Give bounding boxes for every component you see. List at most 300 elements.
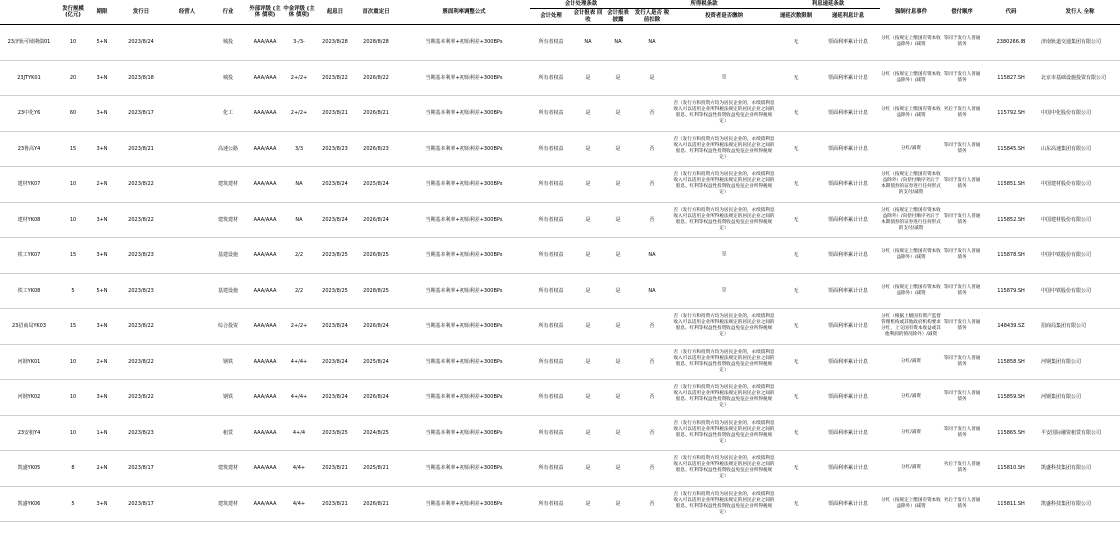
tax-investor-cell: 否（发行方和投资方均为居民企业的，永续债利息收入可以适用企业所得税法规定的居民企业之间的股息、红利等权益性投资收益免征企业所得税规定）: [672, 380, 776, 416]
accounting-consolidation-cell: 是: [572, 60, 604, 96]
repayment-order-cell: 等同于发行人普通债务: [942, 344, 982, 380]
accounting-treatment-cell: 所有者权益: [530, 60, 572, 96]
deferral-cumulative-cell: 无: [776, 309, 816, 345]
first-reset-date-cell: 2028/8/25: [354, 273, 398, 309]
deferral-cumulative-cell: 无: [776, 344, 816, 380]
repayment-order-cell: 等同于发行人普通债务: [942, 380, 982, 416]
header-reset-formula: 票面利率调整公式: [398, 0, 530, 25]
tax-issuer-deduct-cell: 否: [632, 415, 672, 451]
header-code: 代码: [982, 0, 1040, 25]
header-underwriter: 经营人: [166, 0, 208, 25]
deferral-cumulative-cell: 无: [776, 273, 816, 309]
accounting-interest-cell: 是: [604, 415, 632, 451]
ext-rating-cell: AAA/AAA: [248, 131, 282, 167]
accounting-treatment-cell: 所有者权益: [530, 131, 572, 167]
tax-issuer-deduct-cell: 否: [632, 451, 672, 487]
issue-size-cell: 5: [58, 486, 88, 522]
reset-formula-cell: 当期基本利率+初始利差+300BPs: [398, 451, 530, 487]
issue-size-cell: 10: [58, 25, 88, 61]
deferral-interest-cell: 票面利率累计计息: [816, 380, 880, 416]
repayment-order-cell: 等同于发行人普通债务: [942, 273, 982, 309]
issuer-full-name-cell: 中国中铁股份有限公司: [1040, 273, 1120, 309]
first-reset-date-cell: 2028/8/28: [354, 25, 398, 61]
mandatory-event-cell: 分红（按规定上缴国有资本收益除外）/向偿付顺序劣后于本期债券的证券进行任何形式的支付/减资: [880, 202, 942, 238]
deferral-interest-cell: 票面利率累计计息: [816, 167, 880, 203]
issue-date-cell: 2023/8/24: [116, 25, 166, 61]
tax-investor-cell: 否（发行方和投资方均为居民企业的，永续债利息收入可以适用企业所得税法规定的居民企业之间的股息、红利等权益性投资收益免征企业所得税规定）: [672, 486, 776, 522]
accounting-interest-cell: 是: [604, 451, 632, 487]
industry-cell: 城投: [208, 25, 248, 61]
header-ext-rating: 外部评级 (主体 债项): [248, 0, 282, 25]
accounting-consolidation-cell: 是: [572, 380, 604, 416]
reset-formula-cell: 当期基本利率+初始利差+300BPs: [398, 60, 530, 96]
table-row: [0, 380, 1120, 416]
header-deferral-interest: 递延利息计息: [816, 9, 880, 25]
header-repayment-order: 偿付顺序: [942, 0, 982, 25]
term-cell: 3+N: [88, 486, 116, 522]
repayment-order-cell: 等同于发行人普通债务: [942, 25, 982, 61]
underwriter-cell: [166, 309, 208, 345]
repayment-order-cell: 等同于发行人普通债务: [942, 60, 982, 96]
issuer-full-name-cell: 凯盛科技集团有限公司: [1040, 451, 1120, 487]
ext-rating-cell: AAA/AAA: [248, 25, 282, 61]
first-reset-date-cell: 2026/8/22: [354, 60, 398, 96]
issue-size-cell: 8: [58, 451, 88, 487]
underwriter-cell: [166, 167, 208, 203]
start-date-cell: 2023/8/24: [316, 380, 354, 416]
tax-issuer-deduct-cell: 否: [632, 167, 672, 203]
reset-formula-cell: 当期基本利率+初始利差+300BPs: [398, 202, 530, 238]
zhongjin-rating-cell: 4/4+: [282, 486, 316, 522]
table-row: [0, 167, 1120, 203]
start-date-cell: 2023/8/28: [316, 25, 354, 61]
mandatory-event-cell: 分红/减资: [880, 451, 942, 487]
first-reset-date-cell: 2026/8/21: [354, 486, 398, 522]
accounting-treatment-cell: 所有者权益: [530, 273, 572, 309]
bond-name-cell: 23鲁高Y4: [0, 131, 58, 167]
start-date-cell: 2023/8/21: [316, 486, 354, 522]
term-cell: 3+N: [88, 96, 116, 132]
deferral-cumulative-cell: 无: [776, 60, 816, 96]
issue-date-cell: 2023/8/22: [116, 380, 166, 416]
industry-cell: 城投: [208, 60, 248, 96]
bond-name-cell: 建材YK07: [0, 167, 58, 203]
header-accounting-interest: 会计报表 披露: [604, 9, 632, 25]
underwriter-cell: [166, 131, 208, 167]
accounting-interest-cell: 是: [604, 202, 632, 238]
tax-issuer-deduct-cell: 否: [632, 380, 672, 416]
issuer-full-name-cell: 中国中化股份有限公司: [1040, 96, 1120, 132]
accounting-interest-cell: 是: [604, 238, 632, 274]
table-row: [0, 309, 1120, 345]
code-cell: 115811.SH: [982, 486, 1040, 522]
tax-investor-cell: 否（发行方和投资方均为居民企业的，永续债利息收入可以适用企业所得税法规定的居民企业之间的股息、红利等权益性投资收益免征企业所得税规定）: [672, 167, 776, 203]
table-row: [0, 344, 1120, 380]
accounting-treatment-cell: 所有者权益: [530, 25, 572, 61]
reset-formula-cell: 当期基本利率+初始利差+300BPs: [398, 273, 530, 309]
repayment-order-cell: 等同于发行人普通债务: [942, 167, 982, 203]
start-date-cell: 2023/8/21: [316, 451, 354, 487]
deferral-cumulative-cell: 无: [776, 25, 816, 61]
reset-formula-cell: 当期基本利率+初始利差+300BPs: [398, 380, 530, 416]
reset-formula-cell: 当期基本利率+初始利差+300BPs: [398, 96, 530, 132]
tax-issuer-deduct-cell: 是: [632, 60, 672, 96]
header-tax-issuer-deduct: 发行人是否 税前扣除: [632, 9, 672, 25]
issue-size-cell: 5: [58, 273, 88, 309]
mandatory-event-cell: 分红（按规定上缴国有资本收益除外）/减资: [880, 96, 942, 132]
header-issue-size: 发行规模 (亿元): [58, 0, 88, 25]
deferral-cumulative-cell: 无: [776, 451, 816, 487]
header-zhongjin-rating: 中金评级 (主体 债项): [282, 0, 316, 25]
industry-cell: 化工: [208, 96, 248, 132]
start-date-cell: 2023/8/24: [316, 309, 354, 345]
reset-formula-cell: 当期基本利率+初始利差+300BPs: [398, 309, 530, 345]
mandatory-event-cell: 分红/减资: [880, 131, 942, 167]
issue-date-cell: 2023/8/22: [116, 167, 166, 203]
bond-name-cell: 凯盛YK05: [0, 451, 58, 487]
ext-rating-cell: AAA/AAA: [248, 451, 282, 487]
issue-date-cell: 2023/8/22: [116, 202, 166, 238]
ext-rating-cell: AAA/AAA: [248, 380, 282, 416]
ext-rating-cell: AAA/AAA: [248, 202, 282, 238]
bond-name-cell: 23招商局YK03: [0, 309, 58, 345]
industry-cell: 建筑建材: [208, 167, 248, 203]
industry-cell: 高速公路: [208, 131, 248, 167]
first-reset-date-cell: 2025/8/24: [354, 167, 398, 203]
start-date-cell: 2023/8/22: [316, 60, 354, 96]
first-reset-date-cell: 2026/8/24: [354, 202, 398, 238]
accounting-consolidation-cell: 是: [572, 273, 604, 309]
deferral-interest-cell: 票面利率累计计息: [816, 131, 880, 167]
issuer-full-name-cell: 招商局集团有限公司: [1040, 309, 1120, 345]
tax-investor-cell: 否（发行方和投资方均为居民企业的，永续债利息收入可以适用企业所得税法规定的居民企业之间的股息、红利等权益性投资收益免征企业所得税规定）: [672, 309, 776, 345]
accounting-interest-cell: 是: [604, 131, 632, 167]
deferral-cumulative-cell: 无: [776, 131, 816, 167]
accounting-interest-cell: 是: [604, 167, 632, 203]
start-date-cell: 2023/8/24: [316, 167, 354, 203]
bond-name-cell: 铁工YK08: [0, 273, 58, 309]
industry-cell: 综合投资: [208, 309, 248, 345]
deferral-interest-cell: 票面利率累计计息: [816, 415, 880, 451]
accounting-consolidation-cell: 是: [572, 96, 604, 132]
repayment-order-cell: 劣后于发行人普通债务: [942, 451, 982, 487]
reset-formula-cell: 当期基本利率+初始利差+300BPs: [398, 131, 530, 167]
deferral-interest-cell: 票面利率累计计息: [816, 25, 880, 61]
first-reset-date-cell: 2026/8/24: [354, 309, 398, 345]
mandatory-event-cell: 分红（按规定上缴国有资本收益除外）/向偿付顺序劣后于本期债券的证券进行任何形式的支付/减资: [880, 167, 942, 203]
issue-date-cell: 2023/8/17: [116, 96, 166, 132]
ext-rating-cell: AAA/AAA: [248, 60, 282, 96]
start-date-cell: 2023/8/23: [316, 131, 354, 167]
issue-size-cell: 10: [58, 380, 88, 416]
accounting-consolidation-cell: 是: [572, 451, 604, 487]
start-date-cell: 2023/8/24: [316, 344, 354, 380]
issue-date-cell: 2023/8/23: [116, 238, 166, 274]
zhongjin-rating-cell: 4/4+: [282, 451, 316, 487]
industry-cell: 基建设施: [208, 273, 248, 309]
start-date-cell: 2023/8/25: [316, 273, 354, 309]
deferral-cumulative-cell: 无: [776, 486, 816, 522]
term-cell: 3+N: [88, 380, 116, 416]
bond-name-cell: 23JTYK01: [0, 60, 58, 96]
deferral-cumulative-cell: 无: [776, 202, 816, 238]
underwriter-cell: [166, 380, 208, 416]
first-reset-date-cell: 2026/8/24: [354, 380, 398, 416]
bond-name-cell: 铁工YK07: [0, 238, 58, 274]
accounting-interest-cell: 是: [604, 273, 632, 309]
industry-cell: 建筑建材: [208, 202, 248, 238]
code-cell: 115851.SH: [982, 167, 1040, 203]
header-term: 期限: [88, 0, 116, 25]
bond-name-cell: 凯盛YK06: [0, 486, 58, 522]
deferral-interest-cell: 票面利率累计计息: [816, 238, 880, 274]
zhongjin-rating-cell: NA: [282, 202, 316, 238]
underwriter-cell: [166, 96, 208, 132]
reset-formula-cell: 当期基本利率+初始利差+300BPs: [398, 486, 530, 522]
issue-size-cell: 15: [58, 131, 88, 167]
issue-size-cell: 60: [58, 96, 88, 132]
zhongjin-rating-cell: 4+/4+: [282, 380, 316, 416]
deferral-interest-cell: 票面利率累计计息: [816, 60, 880, 96]
bond-name-cell: 建材YK08: [0, 202, 58, 238]
accounting-interest-cell: 是: [604, 486, 632, 522]
reset-formula-cell: 当期基本利率+初始利差+300BPs: [398, 25, 530, 61]
reset-formula-cell: 当期基本利率+初始利差+300BPs: [398, 238, 530, 274]
accounting-interest-cell: 是: [604, 344, 632, 380]
issue-date-cell: 2023/8/18: [116, 60, 166, 96]
repayment-order-cell: 劣后于发行人普通债务: [942, 486, 982, 522]
table-row: [0, 415, 1120, 451]
deferral-interest-cell: 票面利率累计计息: [816, 309, 880, 345]
term-cell: 2+N: [88, 167, 116, 203]
mandatory-event-cell: 分红（根据上级国有资产监督管理机构或其他政府机构要求分红，上交国有资本收益或其他利润的情况除外）/减资: [880, 309, 942, 345]
table-body: [0, 25, 1120, 522]
mandatory-event-cell: 分红（按规定上缴国有资本收益除外）/减资: [880, 25, 942, 61]
code-cell: 115852.SH: [982, 202, 1040, 238]
tax-investor-cell: [672, 25, 776, 61]
zhongjin-rating-cell: 4+/4+: [282, 344, 316, 380]
issuer-full-name-cell: 河钢集团有限公司: [1040, 344, 1120, 380]
zhongjin-rating-cell: 2+/2+: [282, 60, 316, 96]
zhongjin-rating-cell: 3-/3-: [282, 25, 316, 61]
underwriter-cell: [166, 238, 208, 274]
header-mandatory-event: 强制付息事件: [880, 0, 942, 25]
mandatory-event-cell: 分红（按规定上缴国有资本收益除外）/减资: [880, 238, 942, 274]
accounting-treatment-cell: 所有者权益: [530, 202, 572, 238]
tax-investor-cell: 否（发行方和投资方均为居民企业的，永续债利息收入可以适用企业所得税法规定的居民企业之间的股息、红利等权益性投资收益免征企业所得税规定）: [672, 96, 776, 132]
accounting-treatment-cell: 所有者权益: [530, 486, 572, 522]
tax-issuer-deduct-cell: 否: [632, 486, 672, 522]
ext-rating-cell: AAA/AAA: [248, 167, 282, 203]
issue-date-cell: 2023/8/23: [116, 415, 166, 451]
header-deferral-group: 利息递延条款: [776, 0, 880, 9]
code-cell: 115827.SH: [982, 60, 1040, 96]
zhongjin-rating-cell: 2+/2+: [282, 96, 316, 132]
industry-cell: 建筑建材: [208, 486, 248, 522]
issuer-full-name-cell: 山东高速集团有限公司: [1040, 131, 1120, 167]
header-name: [0, 0, 58, 25]
ext-rating-cell: AAA/AAA: [248, 273, 282, 309]
deferral-cumulative-cell: 无: [776, 415, 816, 451]
deferral-interest-cell: 票面利率累计计息: [816, 96, 880, 132]
term-cell: 5+N: [88, 25, 116, 61]
accounting-consolidation-cell: 是: [572, 202, 604, 238]
term-cell: 3+N: [88, 60, 116, 96]
term-cell: 3+N: [88, 309, 116, 345]
issue-date-cell: 2023/8/17: [116, 486, 166, 522]
industry-cell: 钢铁: [208, 380, 248, 416]
industry-cell: 钢铁: [208, 344, 248, 380]
ext-rating-cell: AAA/AAA: [248, 344, 282, 380]
issue-size-cell: 10: [58, 202, 88, 238]
code-cell: 115879.SH: [982, 273, 1040, 309]
repayment-order-cell: 等同于发行人普通债务: [942, 415, 982, 451]
mandatory-event-cell: 分红（按规定上缴国有资本收益除外）/减资: [880, 273, 942, 309]
repayment-order-cell: 等同于发行人普通债务: [942, 202, 982, 238]
mandatory-event-cell: 分红（按规定上缴国有资本收益除外）/减资: [880, 60, 942, 96]
accounting-treatment-cell: 所有者权益: [530, 451, 572, 487]
tax-investor-cell: 否（发行方和投资方均为居民企业的，永续债利息收入可以适用企业所得税法规定的居民企业之间的股息、红利等权益性投资收益免征企业所得税规定）: [672, 131, 776, 167]
mandatory-event-cell: 分红/减资: [880, 380, 942, 416]
deferral-cumulative-cell: 无: [776, 380, 816, 416]
issuer-full-name-cell: 北京市基础设施投资有限公司: [1040, 60, 1120, 96]
accounting-treatment-cell: 所有者权益: [530, 415, 572, 451]
tax-investor-cell: 否（发行方和投资方均为居民企业的，永续债利息收入可以适用企业所得税法规定的居民企业之间的股息、红利等权益性投资收益免征企业所得税规定）: [672, 415, 776, 451]
accounting-treatment-cell: 所有者权益: [530, 238, 572, 274]
bond-name-cell: 23中化Y6: [0, 96, 58, 132]
ext-rating-cell: AAA/AAA: [248, 238, 282, 274]
first-reset-date-cell: 2026/8/25: [354, 238, 398, 274]
accounting-interest-cell: NA: [604, 25, 632, 61]
tax-issuer-deduct-cell: NA: [632, 25, 672, 61]
start-date-cell: 2023/8/25: [316, 415, 354, 451]
accounting-consolidation-cell: 是: [572, 344, 604, 380]
reset-formula-cell: 当期基本利率+初始利差+300BPs: [398, 415, 530, 451]
table-row: [0, 131, 1120, 167]
header-accounting-treatment: 会计处理: [530, 9, 572, 25]
first-reset-date-cell: 2025/8/21: [354, 451, 398, 487]
header-issue-date: 发行日: [116, 0, 166, 25]
accounting-consolidation-cell: 是: [572, 415, 604, 451]
issuer-full-name-cell: 济南轨道交通集团有限公司: [1040, 25, 1120, 61]
accounting-interest-cell: 是: [604, 380, 632, 416]
tax-investor-cell: 是: [672, 273, 776, 309]
deferral-cumulative-cell: 无: [776, 238, 816, 274]
ext-rating-cell: AAA/AAA: [248, 96, 282, 132]
tax-issuer-deduct-cell: 否: [632, 96, 672, 132]
repayment-order-cell: 等同于发行人普通债务: [942, 238, 982, 274]
table-header: [0, 0, 1120, 25]
ext-rating-cell: AAA/AAA: [248, 486, 282, 522]
term-cell: 2+N: [88, 344, 116, 380]
issuer-full-name-cell: 河钢集团有限公司: [1040, 380, 1120, 416]
accounting-consolidation-cell: 是: [572, 238, 604, 274]
issuer-full-name-cell: 中国建材股份有限公司: [1040, 202, 1120, 238]
tax-investor-cell: 是: [672, 60, 776, 96]
header-first-reset-date: 首次重定日: [354, 0, 398, 25]
bond-name-cell: 河钢YK02: [0, 380, 58, 416]
deferral-interest-cell: 票面利率累计计息: [816, 486, 880, 522]
header-tax-group: 所得税条款: [632, 0, 776, 9]
ext-rating-cell: AAA/AAA: [248, 309, 282, 345]
tax-issuer-deduct-cell: 否: [632, 131, 672, 167]
term-cell: 3+N: [88, 202, 116, 238]
accounting-treatment-cell: 所有者权益: [530, 96, 572, 132]
code-cell: 115858.SH: [982, 344, 1040, 380]
bond-name-cell: 河钢YK01: [0, 344, 58, 380]
accounting-consolidation-cell: 是: [572, 486, 604, 522]
repayment-order-cell: 等同于发行人普通债务: [942, 131, 982, 167]
accounting-consolidation-cell: 是: [572, 167, 604, 203]
bond-name-cell: 23安租Y4: [0, 415, 58, 451]
code-cell: 115865.SH: [982, 415, 1040, 451]
underwriter-cell: [166, 415, 208, 451]
industry-cell: 租赁: [208, 415, 248, 451]
accounting-consolidation-cell: NA: [572, 25, 604, 61]
industry-cell: 建筑建材: [208, 451, 248, 487]
first-reset-date-cell: 2024/8/25: [354, 415, 398, 451]
accounting-treatment-cell: 所有者权益: [530, 309, 572, 345]
tax-issuer-deduct-cell: 否: [632, 309, 672, 345]
underwriter-cell: [166, 60, 208, 96]
term-cell: 5+N: [88, 273, 116, 309]
mandatory-event-cell: 分红/减资: [880, 344, 942, 380]
deferral-interest-cell: 票面利率累计计息: [816, 344, 880, 380]
table-row: [0, 451, 1120, 487]
table-row: [0, 238, 1120, 274]
issue-date-cell: 2023/8/22: [116, 309, 166, 345]
header-deferral-cumulative: 递延次数限制: [776, 9, 816, 25]
accounting-consolidation-cell: 是: [572, 309, 604, 345]
zhongjin-rating-cell: NA: [282, 167, 316, 203]
zhongjin-rating-cell: 4+/4: [282, 415, 316, 451]
header-issuer-full-name: 发行人 全称: [1040, 0, 1120, 25]
header-start-date: 起息日: [316, 0, 354, 25]
issuer-full-name-cell: 平安国际融资租赁有限公司: [1040, 415, 1120, 451]
tax-issuer-deduct-cell: 否: [632, 202, 672, 238]
first-reset-date-cell: 2026/8/23: [354, 131, 398, 167]
deferral-interest-cell: 票面利率累计计息: [816, 202, 880, 238]
first-reset-date-cell: 2025/8/24: [354, 344, 398, 380]
issue-size-cell: 20: [58, 60, 88, 96]
zhongjin-rating-cell: 2+/2+: [282, 309, 316, 345]
issuer-full-name-cell: 中国建材股份有限公司: [1040, 167, 1120, 203]
tax-issuer-deduct-cell: 否: [632, 344, 672, 380]
header-industry: 行业: [208, 0, 248, 25]
issue-size-cell: 10: [58, 344, 88, 380]
accounting-treatment-cell: 所有者权益: [530, 380, 572, 416]
zhongjin-rating-cell: 3/3: [282, 131, 316, 167]
tax-issuer-deduct-cell: NA: [632, 273, 672, 309]
table-row: [0, 202, 1120, 238]
issue-date-cell: 2023/8/17: [116, 451, 166, 487]
accounting-consolidation-cell: 是: [572, 131, 604, 167]
table-row: [0, 25, 1120, 61]
reset-formula-cell: 当期基本利率+初始利差+300BPs: [398, 344, 530, 380]
issuer-full-name-cell: 中国中铁股份有限公司: [1040, 238, 1120, 274]
issue-size-cell: 10: [58, 167, 88, 203]
deferral-interest-cell: 票面利率累计计息: [816, 451, 880, 487]
underwriter-cell: [166, 202, 208, 238]
deferral-interest-cell: 票面利率累计计息: [816, 273, 880, 309]
header-accounting-consolidation: 会计报表 回收: [573, 10, 603, 23]
term-cell: 2+N: [88, 451, 116, 487]
underwriter-cell: [166, 486, 208, 522]
code-cell: 148439.SZ: [982, 309, 1040, 345]
reset-formula-cell: 当期基本利率+初始利差+300BPs: [398, 167, 530, 203]
tax-investor-cell: 否（发行方和投资方均为居民企业的，永续债利息收入可以适用企业所得税法规定的居民企业之间的股息、红利等权益性投资收益免征企业所得税规定）: [672, 202, 776, 238]
deferral-cumulative-cell: 无: [776, 167, 816, 203]
